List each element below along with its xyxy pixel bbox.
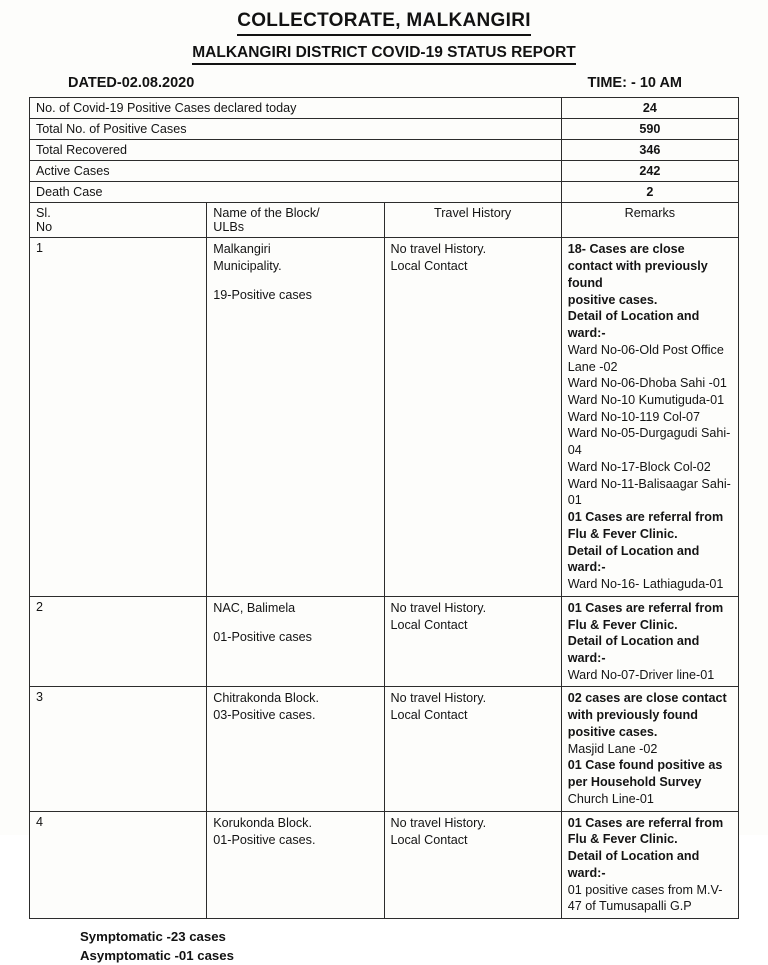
summary-value: 346 xyxy=(561,140,738,161)
row-travel-line2: Local Contact xyxy=(390,708,468,723)
remark-line: 01 Cases are referral from Flu & Fever Clinic. xyxy=(567,510,724,541)
remark-line: 01 Cases are referral from Flu & Fever Clinic. xyxy=(567,600,724,632)
table-row xyxy=(30,596,739,687)
remark-line: Detail of Location and ward:- xyxy=(567,309,700,341)
report-date: DATED-02.08.2020 xyxy=(68,75,195,92)
row-travel xyxy=(384,687,561,811)
row-travel-line1: No travel History. xyxy=(390,691,487,706)
row-block xyxy=(207,687,384,811)
column-header-travel: Travel History xyxy=(384,203,561,238)
row-travel-line1: No travel History. xyxy=(390,815,487,830)
table-header-row xyxy=(30,203,739,238)
remark-line: Church Line-01 xyxy=(567,791,654,806)
table-row xyxy=(30,140,739,161)
row-travel xyxy=(384,811,561,918)
remark-line: Ward No-11-Balisaagar Sahi-01 xyxy=(567,476,731,508)
remark-line: Ward No-16- Lathiaguda-01 xyxy=(567,577,724,592)
row-block-line3: 01-Positive cases xyxy=(213,629,312,644)
column-header-block xyxy=(207,203,384,238)
symptomatic-note: Symptomatic -23 cases xyxy=(80,929,226,945)
row-block xyxy=(207,596,384,687)
remark-line: 02 cases are close contact with previously found xyxy=(567,691,727,723)
row-travel xyxy=(384,238,561,596)
summary-label: Death Case xyxy=(30,182,562,203)
report-time: TIME: - 10 AM xyxy=(587,75,682,92)
remark-line: 01 positive cases from M.V-47 of Tumusapalli G.P xyxy=(567,882,723,914)
row-travel-line1: No travel History. xyxy=(390,600,487,615)
table-row xyxy=(30,119,739,140)
document-header xyxy=(0,0,768,65)
column-header-remarks: Remarks xyxy=(561,203,738,238)
summary-label: Active Cases xyxy=(30,161,562,182)
row-serial: 2 xyxy=(30,596,207,687)
row-block-line2: 03-Positive cases. xyxy=(213,708,316,723)
row-block-line1: Malkangiri xyxy=(213,242,271,257)
remark-line: Ward No-06-Dhoba Sahi -01 xyxy=(567,376,727,391)
row-travel-line2: Local Contact xyxy=(390,259,468,274)
remark-line: positive cases. xyxy=(567,292,658,307)
row-block-line3: 19-Positive cases xyxy=(213,288,312,303)
row-block xyxy=(207,811,384,918)
row-block xyxy=(207,238,384,596)
asymptomatic-note: Asymptomatic -01 cases xyxy=(80,948,234,964)
row-remarks xyxy=(561,811,738,918)
footer-notes xyxy=(80,927,768,965)
remark-line: 01 Case found positive as per Household Survey xyxy=(567,758,723,790)
row-block-line1: Korukonda Block. xyxy=(213,815,312,830)
page-subtitle: MALKANGIRI DISTRICT COVID-19 STATUS REPORT xyxy=(192,44,576,66)
summary-label: No. of Covid-19 Positive Cases declared today xyxy=(30,98,562,119)
row-travel xyxy=(384,596,561,687)
remark-line: Detail of Location and ward:- xyxy=(567,543,700,575)
row-serial: 3 xyxy=(30,687,207,811)
column-header-sl xyxy=(30,203,207,238)
row-travel-line1: No travel History. xyxy=(390,242,487,257)
row-serial: 1 xyxy=(30,238,207,596)
row-serial: 4 xyxy=(30,811,207,918)
table-row xyxy=(30,238,739,596)
row-remarks xyxy=(561,687,738,811)
row-block-line2: Municipality. xyxy=(213,259,282,274)
column-header-block-line2: ULBs xyxy=(213,220,245,235)
row-block-line1: Chitrakonda Block. xyxy=(213,691,319,706)
remark-line: Ward No-17-Block Col-02 xyxy=(567,459,711,474)
row-travel-line2: Local Contact xyxy=(390,617,468,632)
summary-table xyxy=(29,97,739,919)
table-row xyxy=(30,161,739,182)
row-travel-line2: Local Contact xyxy=(390,832,468,847)
remark-line: positive cases. xyxy=(567,724,658,739)
column-header-sl-line1: Sl. xyxy=(36,206,51,221)
summary-value: 242 xyxy=(561,161,738,182)
summary-value: 590 xyxy=(561,119,738,140)
row-block-line1: NAC, Balimela xyxy=(213,600,296,615)
column-header-block-line1: Name of the Block/ xyxy=(213,206,320,221)
page-title: COLLECTORATE, MALKANGIRI xyxy=(237,10,531,36)
remark-line: 18- Cases are close contact with previously found xyxy=(567,242,708,290)
remark-line: Ward No-07-Driver line-01 xyxy=(567,667,715,682)
summary-value: 2 xyxy=(561,182,738,203)
row-remarks xyxy=(561,596,738,687)
remark-line: Ward No-05-Durgagudi Sahi-04 xyxy=(567,426,731,458)
remark-line: Ward No-06-Old Post Office Lane -02 xyxy=(567,342,724,374)
row-remarks xyxy=(561,238,738,596)
column-header-sl-line2: No xyxy=(36,220,53,235)
spacer xyxy=(213,275,377,287)
table-row xyxy=(30,687,739,811)
remark-line: Ward No-10 Kumutiguda-01 xyxy=(567,393,725,407)
remark-line: Masjid Lane -02 xyxy=(567,741,658,756)
meta-row xyxy=(30,75,740,91)
row-block-line2: 01-Positive cases. xyxy=(213,832,316,847)
table-row xyxy=(30,182,739,203)
remark-line: 01 Cases are referral from Flu & Fever Clinic. xyxy=(567,815,724,847)
summary-label: Total No. of Positive Cases xyxy=(30,119,562,140)
table-row xyxy=(30,98,739,119)
summary-label: Total Recovered xyxy=(30,140,562,161)
spacer xyxy=(213,617,377,629)
summary-value: 24 xyxy=(561,98,738,119)
subtitle-row xyxy=(0,44,768,66)
remark-line: Detail of Location and ward:- xyxy=(567,849,700,880)
remark-line: Detail of Location and ward:- xyxy=(567,634,700,666)
remark-line: Ward No-10-119 Col-07 xyxy=(567,409,701,424)
title-row xyxy=(0,10,768,36)
table-row xyxy=(30,811,739,918)
